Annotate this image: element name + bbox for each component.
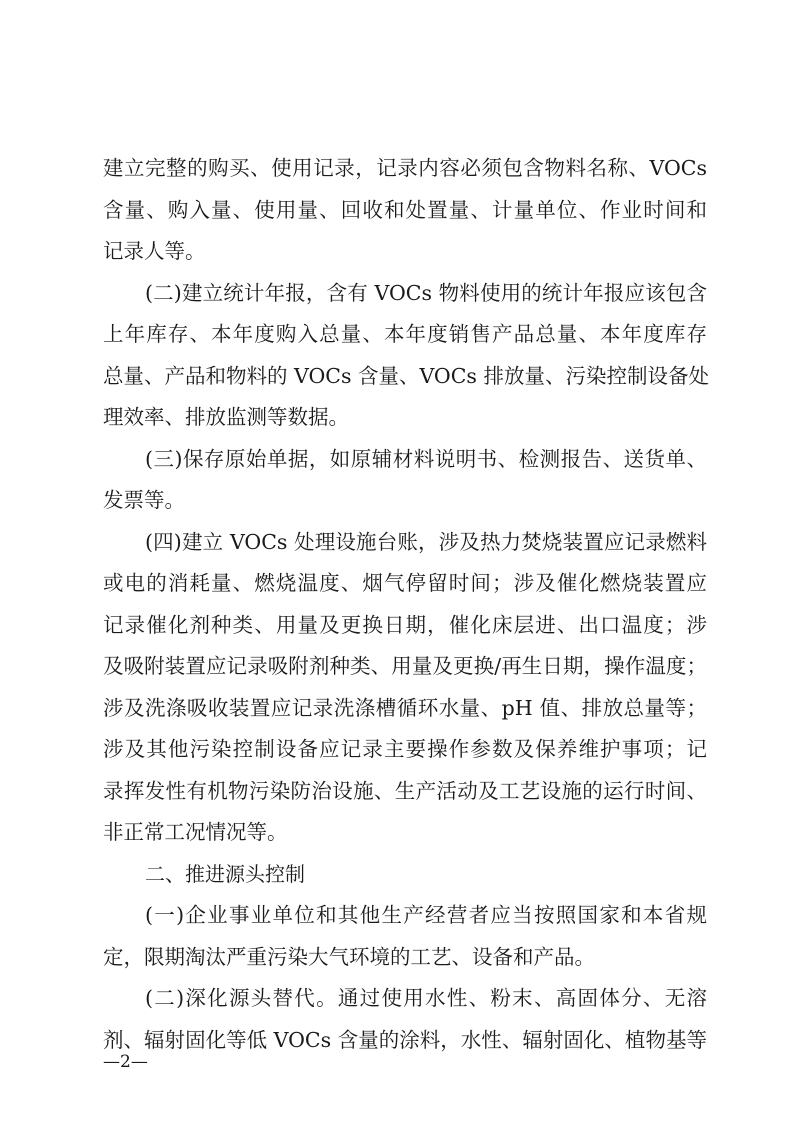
page-number: —2— — [103, 1052, 148, 1072]
text-line: 记录催化剂种类、用量及更换日期，催化床层进、出口温度；涉 — [103, 612, 707, 637]
text-line: 上年库存、本年度购入总量、本年度销售产品总量、本年度库存 — [103, 322, 707, 346]
text-line: 含量、购入量、使用量、回收和处置量、计量单位、作业时间和 — [103, 197, 707, 222]
text-line: 定，限期淘汰严重污染大气环境的工艺、设备和产品。 — [103, 944, 595, 969]
text-line: 发票等。 — [103, 488, 185, 512]
paragraph-start-line: (四)建立 VOCs 处理设施台账，涉及热力焚烧装置应记录燃料 — [145, 529, 707, 554]
text-line: 及吸附装置应记录吸附剂种类、用量及更换/再生日期，操作温度； — [103, 654, 707, 678]
text-line: 或电的消耗量、燃烧温度、烟气停留时间；涉及催化燃烧装置应 — [103, 571, 707, 595]
document-body — [103, 148, 707, 1061]
section-heading: 二、推进源头控制 — [145, 861, 305, 886]
text-line: 记录人等。 — [103, 239, 206, 263]
paragraph-start-line: (二)建立统计年报，含有 VOCs 物料使用的统计年报应该包含 — [145, 280, 707, 305]
text-line: 涉及其他污染控制设备应记录主要操作参数及保养维护事项；记 — [103, 737, 707, 761]
text-line: 理效率、排放监测等数据。 — [103, 405, 349, 429]
paragraph-start-line: (三)保存原始单据，如原辅材料说明书、检测报告、送货单、 — [145, 446, 707, 471]
paragraph-start-line: (一)企业事业单位和其他生产经营者应当按照国家和本省规 — [145, 903, 707, 927]
text-line: 非正常工况情况等。 — [103, 820, 288, 844]
text-line: 剂、辐射固化等低 VOCs 含量的涂料，水性、辐射固化、植物基等 — [103, 1027, 707, 1052]
text-line: 涉及洗涤吸收装置应记录洗涤槽循环水量、pH 值、排放总量等； — [103, 695, 707, 720]
text-line: 录挥发性有机物污染防治设施、生产活动及工艺设施的运行时间、 — [103, 778, 707, 803]
paragraph-start-line: (二)深化源头替代。通过使用水性、粉末、高固体分、无溶 — [145, 986, 707, 1010]
text-line: 总量、产品和物料的 VOCs 含量、VOCs 排放量、污染控制设备处 — [103, 363, 709, 388]
text-line: 建立完整的购买、使用记录，记录内容必须包含物料名称、VOCs — [103, 156, 707, 180]
